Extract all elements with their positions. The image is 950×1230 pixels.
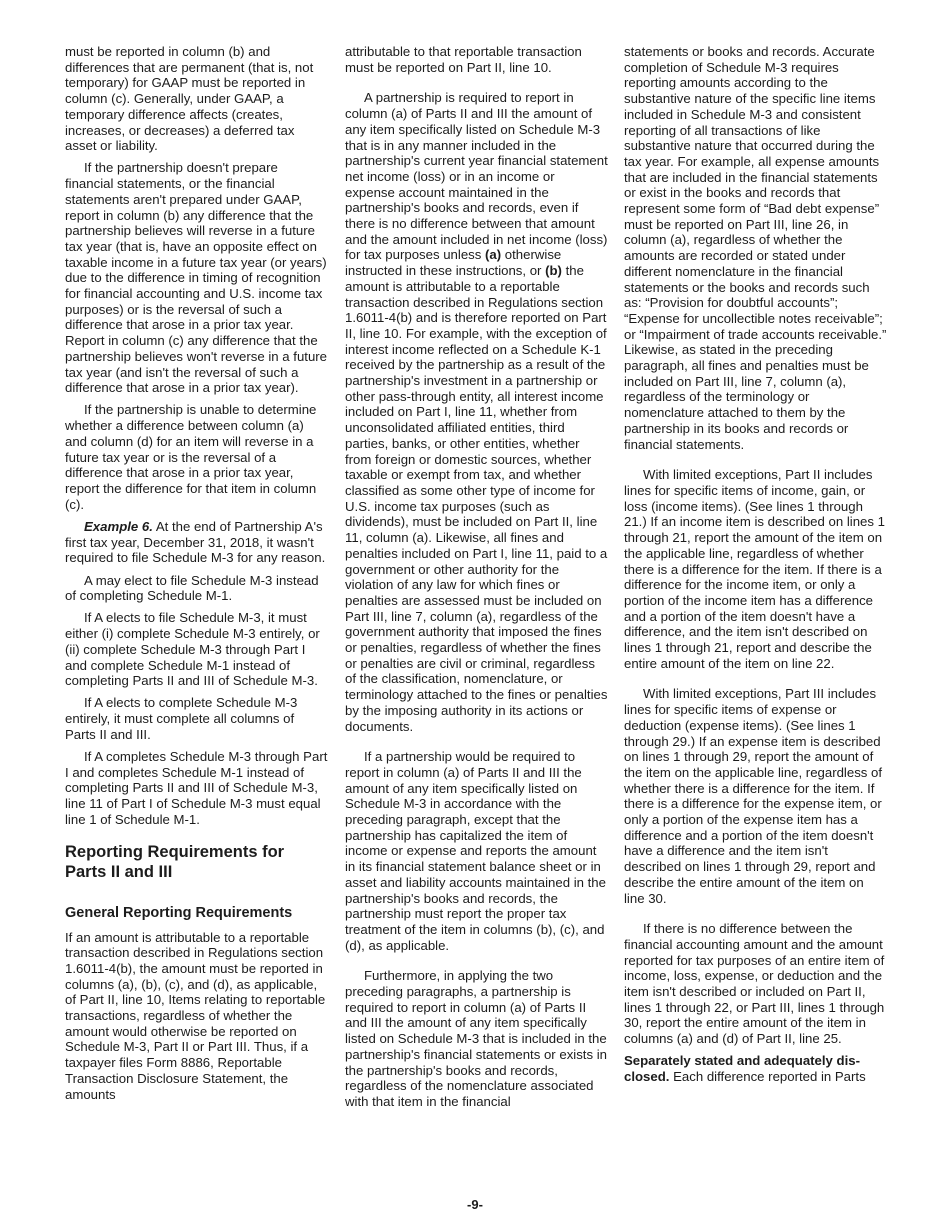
column-right — [624, 44, 887, 1091]
paragraph: If A elects to file Schedule M-3, it must either (i) complete Schedule M-3 entirely, or (ii) complete Schedule M-3 through Part I and complete Schedule M-1 instead of completing Parts II and III of Schedule M-3. — [65, 610, 320, 689]
example-label: Example 6. — [84, 518, 153, 534]
text-run: otherwise instructed in these instructions, or — [345, 247, 562, 279]
paragraph: With limited exceptions, Part II includes lines for specific items of income, gain, or loss (income items). (See lines 1 through 21.) If an income item is described on lines 1 through 21, report the amount of the item on the applicable line, regardless of whether there is a difference for the item. If there is a difference for the income item, or only a portion of the income item has a difference and a portion of the item doesn't have a difference, and the item isn't described on lines 1 through 21, report and describe the entire amount of the item on line 22. — [624, 467, 885, 671]
section-heading: Reporting Requirements for Parts II and III — [65, 842, 285, 881]
paragraph: If A completes Schedule M-3 through Part I and completes Schedule M-1 instead of completing Parts II and III of Schedule M-3, line 11 of Part I of Schedule M-3 must equal line 1 of Schedule M-1. — [65, 749, 328, 827]
bold-marker: (a) — [485, 247, 502, 263]
bold-marker: (b) — [545, 263, 562, 279]
subsection-heading: General Reporting Requirements — [65, 904, 293, 921]
page-number: -9- — [467, 1197, 483, 1212]
paragraph: If a partnership would be required to report in column (a) of Parts II and III the amount of any item specifically listed on Schedule M-3 in accordance with the preceding paragraph, except that the partnership has capitalized the item of income or expense and reports the amount in its financial statement balance sheet or in asset and liability accounts maintained in the partnership's books and records, the partnership must report the proper tax treatment of the item in columns (b), (c), and (d), as applicable. — [345, 749, 606, 953]
paragraph — [345, 90, 608, 734]
paragraph: A may elect to file Schedule M-3 instead of completing Schedule M-1. — [65, 572, 319, 604]
paragraph: With limited exceptions, Part III includes lines for specific items of expense or deduction (expense items). (See lines 1 through 29.) If an expense item is described on lines 1 through 29, report the amount of the item on the applicable line, regardless of whether there is a difference for the item. If there is a difference for the expense item, or only a portion of the expense item has a difference and a portion of the item doesn't have a difference and the item isn't described on lines 1 through 29, report and describe the entire amount of the item on line 30. — [624, 686, 883, 906]
paragraph: Furthermore, in applying the two preceding paragraphs, a partnership is required to report in column (a) of Parts II and III the amount of any item specifically listed on Schedule M-3 that is included in the partnership's financial statements or exists in the partnership's books and records, regardless of the nomenclature associated with that item in the financial — [345, 968, 607, 1109]
paragraph: statements or books and records. Accurate completion of Schedule M-3 requires reporting amounts according to the substantive nature of the specific line items included in Schedule M-3 and consistent reporting of all transactions of like substantive nature that occurred during the tax year. For example, all expense amounts that are included in the financial statements or exist in the books and records that represent some form of “Bad debt expense” must be reported on Part III, line 26, in column (a), regardless of whether the amounts are recorded or stated under different nomenclature in the financial statements or the books and records such as: “Provision for doubtful accounts”; “Expense for uncollectible notes receivable”; or “Impairment of trade accounts receivable.” Likewise, as stated in the preceding paragraph, all fines and penalties must be included on Part III, line 7, column (a), regardless of the terminology or nomenclature attached to them by the partnership in its books and records or financial statements. — [624, 44, 887, 452]
run-in-heading: Separately stated and adequately dis-closed. — [624, 1053, 860, 1085]
paragraph: If an amount is attributable to a reportable transaction described in Regulations section 1.6011-4(b), the amount must be reported in columns (a), (b), (c), and (d), as applicable, of Part II, line 10, Items relating to reportable transactions, regardless of whether the amount would otherwise be reported on Schedule M-3, Part II or Part III. Thus, if a taxpayer files Form 8886, Reportable Transaction Disclosure Statement, the amounts — [65, 929, 326, 1102]
paragraph: must be reported in column (b) and differences that are permanent (that is, not temporary) for GAAP must be reported in column (c). Generally, under GAAP, a temporary difference affects (creates, increases, or decreases) a deferred tax asset or liability. — [65, 44, 314, 154]
text-run: the amount is attributable to a reportable transaction described in Regulations section 1.6011-4(b) and is therefore reported on Part II, line 10. For example, with the exception of interest income reflected on a Schedule K-1 received by the partnership as a result of the partnership's investment in a partnership or other pass-through entity, all interest income included on Part I, line 11, whether from unconsolidated affiliated entities, third parties, banks, or other entities, whether from foreign or domestic sources, whether taxable or exempt from tax, and whether classified as some other type of income for U.S. income tax purposes (such as dividends), must be included on Part II, line 11, column (a). Likewise, all fines and penalties included on Part I, line 11, paid to a government or other authority for the violation of any law for which fines or penalties are assessed must be included on Part III, line 7, column (a), regardless of the government authority that imposed the fines or penalties, regardless of whether the fines or penalties are civil or criminal, regardless of the classification, nomenclature, or terminology attached to the fines or penalties by the imposing authority in its actions or documents. — [345, 263, 608, 734]
paragraph: If the partnership doesn't prepare financial statements, or the financial statements aren't prepared under GAAP, report in column (b) any difference that the partnership believes will reverse in a future tax year (that is, have an opposite effect on taxable income in a future tax year (or years) due to the difference in timing of recognition for financial accounting and U.S. income tax purposes) or is the reversal of such a difference that arose in a prior tax year. Report in column (c) any difference that the partnership believes won't reverse in a future tax year (and isn't the reversal of such a difference that arose in a prior tax year). — [65, 160, 328, 396]
column-middle — [345, 44, 608, 1116]
paragraph: If the partnership is unable to determine whether a difference between column (a) and column (d) for an item will reverse in a future tax year or is the reversal of a difference that arose in a prior tax year, report the difference for that item in column (c). — [65, 402, 317, 512]
text-run: Each difference reported in Parts — [669, 1069, 866, 1085]
paragraph — [624, 1053, 887, 1084]
paragraph: attributable to that reportable transaction must be reported on Part II, line 10. — [345, 44, 582, 75]
example-text: At the end of Partnership A's first tax year, December 31, 2018, it wasn't required to file Schedule M-3 for any reason. — [65, 518, 326, 566]
paragraph: If there is no difference between the financial accounting amount and the amount reported for tax purposes of an entire item of income, loss, expense, or deduction and the item isn't described or included on Part II, lines 1 through 22, or Part III, lines 1 through 30, report the entire amount of the item in columns (a) and (d) of Part II, line 25. — [624, 921, 885, 1047]
column-left — [65, 44, 328, 1109]
example-paragraph — [65, 519, 328, 566]
text-run: A partnership is required to report in column (a) of Parts II and III the amount of any item specifically listed on Schedule M-3 that is in any manner included in the partnership's current year financial statement net income (loss) or in an income or expense account maintained in the partnership's books and records, even if there is no difference between that amount and the amount included in net income (loss) for tax purposes unless — [345, 90, 608, 263]
paragraph: If A elects to complete Schedule M-3 entirely, it must complete all columns of Parts II and III. — [65, 695, 298, 742]
